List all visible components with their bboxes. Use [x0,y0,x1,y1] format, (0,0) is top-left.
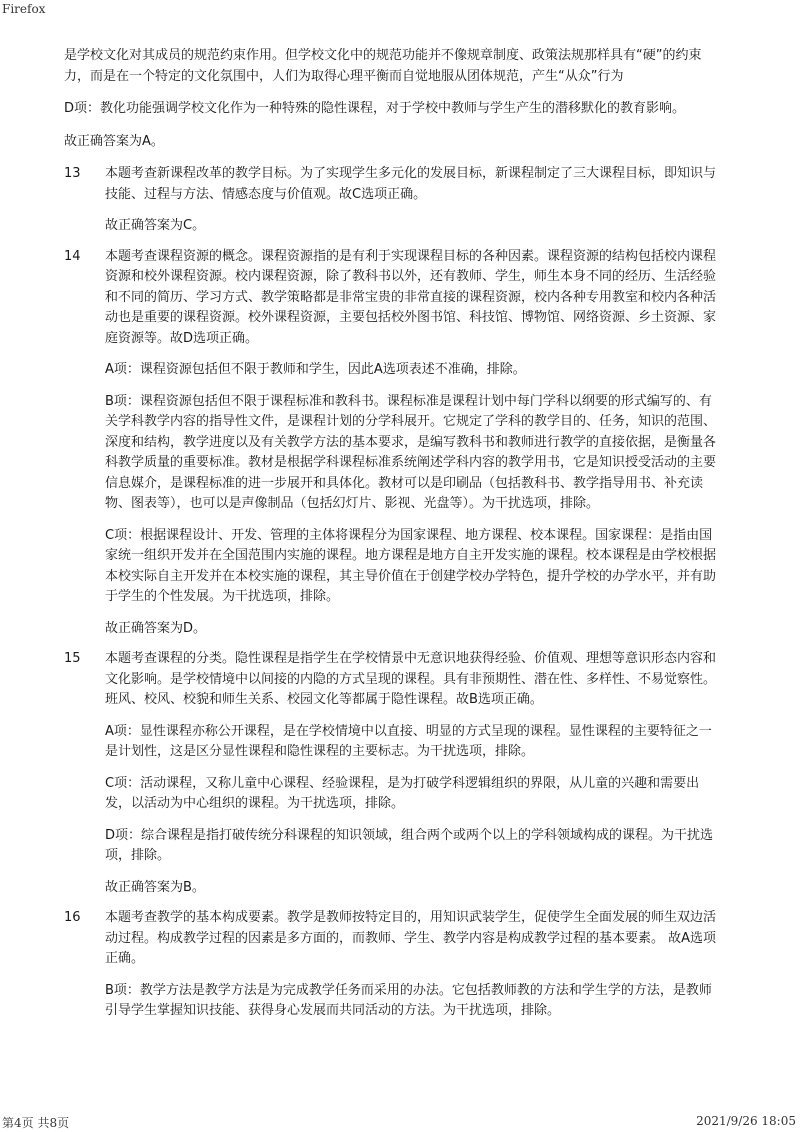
print-timestamp: 2021/9/26 18:05 [696,1114,796,1128]
paragraph: 本题考查新课程改革的教学目标。为了实现学生多元化的发展目标，新课程制定了三大课程目标，即知识与技能、过程与方法、情感态度与价值观。故C选项正确。 [105,166,717,202]
question-body [105,908,724,1022]
document-content [64,46,724,1032]
paragraph: A项：课程资源包括但不限于教师和学生，因此A选项表述不准确，排除。 [105,362,526,377]
paragraph: 本题考查课程的分类。隐性课程是指学生在学校情景中无意识地获得经验、价值观、理想等意识形态内容和文化影响。是学校情境中以间接的内隐的方式呈现的课程。具有非预期性、潜在性、多样性、不易觉察性。班风、校风、校貌和师生关系、校园文化等都属于隐性课程。故B选项正确。 [105,651,717,707]
paragraph: C项：活动课程，又称儿童中心课程、经验课程，是为打破学科逻辑组织的界限，从儿童的兴趣和需要出发，以活动为中心组织的课程。为干扰选项，排除。 [105,775,700,811]
paragraph: 本题考查教学的基本构成要素。教学是教师按特定目的，用知识武装学生，促使学生全面发展的师生双边活动过程。构成教学过程的因素是多方面的，而教师、学生、教学内容是构成教学过程的基本要素。 故A选项正确。 [105,910,717,966]
paragraph: C项：根据课程设计、开发、管理的主体将课程分为国家课程、地方课程、校本课程。国家课程：是指由国家统一组织开发并在全国范围内实施的课程。地方课程是地方自主开发实施的课程。校本课程是由学校根据本校实际自主开发并在本校实施的课程，其主导价值在于创建学校办学特色，提升学校的办学水平，并有助于学生的个性发展。为干扰选项，排除。 [105,527,717,604]
paragraph: 故正确答案为C。 [105,218,206,233]
paragraph: A项：显性课程亦称公开课程，是在学校情境中以直接、明显的方式呈现的课程。显性课程的主要特征之一是计划性，这是区分显性课程和隐性课程的主要标志。为干扰选项，排除。 [105,723,712,759]
question-number: 13 [64,166,81,181]
question-number: 14 [64,248,81,264]
question-item-13 [64,164,724,237]
paragraph: B项：教学方法是教学方法是为完成教学任务而采用的办法。它包括教师教的方法和学生学的方法，是教师引导学生掌握知识技能、获得身心发展而共同活动的方法。为干扰选项，排除。 [105,982,712,1018]
paragraph: 故正确答案为B。 [105,879,205,895]
question-body [105,649,724,898]
question-number: 16 [64,910,81,925]
question-body [105,247,724,640]
paragraph: 本题考查课程资源的概念。课程资源指的是有利于实现课程目标的各种因素。课程资源的结构包括校内课程资源和校外课程资源。校内课程资源，除了教科书以外，还有教师、学生，师生本身不同的经历、生活经验和不同的简历、学习方式、教学策略都是非常宝贵的非常直接的课程资源，校内各种专用教室和校内各种活动也是重要的课程资源。校外课程资源，主要包括校外图书馆、科技馆、博物馆、网络资源、乡土资源、家庭资源等。故D选项正确。 [105,248,717,346]
paragraph: 是学校文化对其成员的规范约束作用。但学校文化中的规范功能并不像规章制度、政策法规那样具有“硬”的约束力，而是在一个特定的文化氛围中，人们为取得心理平衡而自觉地服从团体规范，产生“从众”行为 [64,48,702,84]
paragraph: D项：教化功能强调学校文化作为一种特殊的隐性课程，对于学校中教师与学生产生的潜移默化的教育影响。 [64,101,686,116]
paragraph: 故正确答案为A。 [64,133,164,149]
paragraph: 故正确答案为D。 [105,620,207,636]
paragraph: D项：综合课程是指打破传统分科课程的知识领域，组合两个或两个以上的学科领域构成的课程。为干扰选项，排除。 [105,827,714,863]
page-indicator: 第4页 共8页 [2,1116,70,1130]
question-number: 15 [64,651,81,666]
question-body [105,164,724,237]
question-item-14 [64,247,724,640]
browser-title: Firefox [2,2,46,16]
question-item-15 [64,649,724,898]
question-item-16 [64,908,724,1022]
paragraph: B项：课程资源包括但不限于课程标准和教科书。课程标准是课程计划中每门学科以纲要的形式编写的、有关学科教学内容的指导性文件，是课程计划的分学科展开。它规定了学科的教学目的、任务，知识的范围、深度和结构，教学进度以及有关教学方法的基本要求，是编写教科书和教师进行教学的直接依据，是衡量各科教学质量的重要标准。教材是根据学科课程标准系统阐述学科内容的教学用书，它是知识授受活动的主要信息媒介，是课程标准的进一步展开和具体化。教材可以是印刷品（包括教科书、教学指导用书、补充读物、图表等），也可以是声像制品（包括幻灯片、影视、光盘等）。为干扰选项，排除。 [105,393,717,511]
